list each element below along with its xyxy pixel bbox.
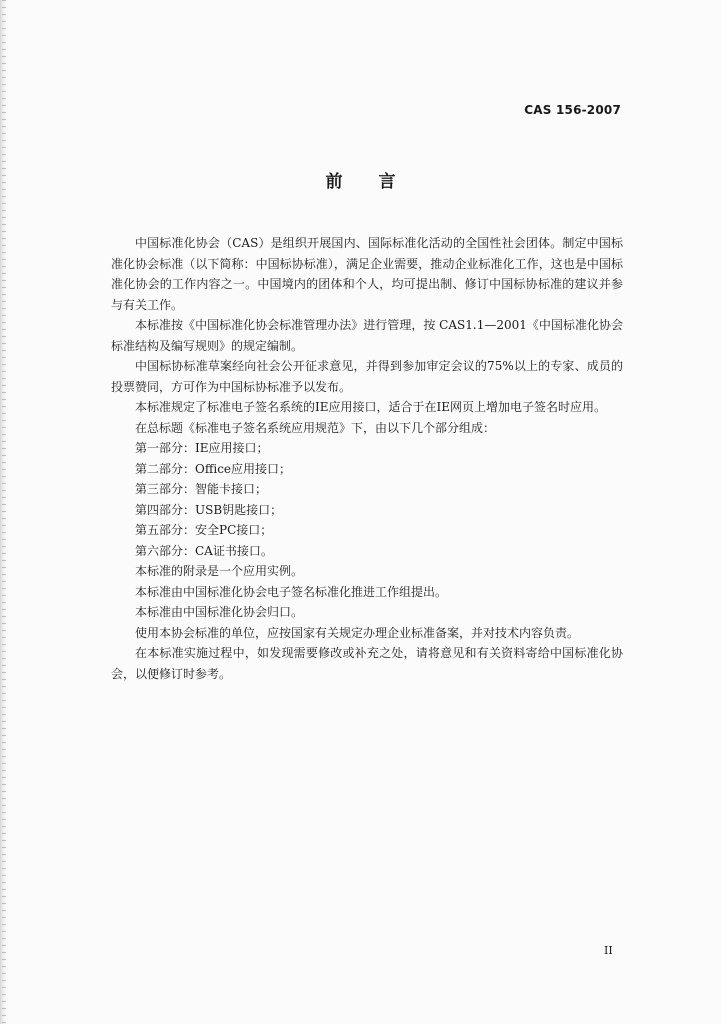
list-item-part-6: 第六部分：CA证书接口。 (135, 543, 273, 558)
paragraph-proposed-by: 本标准由中国标准化协会电子签名标准化推进工作组提出。 (135, 584, 448, 599)
list-item-part-2: 第二部分：Office应用接口； (135, 461, 292, 476)
paragraph-feedback: 在本标准实施过程中，如发现需要修改或补充之处，请将意见和有关资料寄给中国标准化协会，以便修订时参考。 (111, 646, 623, 681)
scan-edge-binding-marks (2, 0, 6, 1024)
paragraph-scope: 本标准规定了标准电子签名系统的IE应用接口，适合于在IE网页上增加电子签名时应用。 (135, 400, 607, 414)
paragraph-managed-by: 本标准由中国标准化协会归口。 (135, 605, 304, 619)
paragraph-management: 本标准按《中国标准化协会标准管理办法》进行管理，按 CAS1.1—2001《中国标准化协会标准结构及编写规则》的规定编制。 (111, 318, 623, 353)
paragraph-appendix: 本标准的附录是一个应用实例。 (135, 564, 304, 578)
document-code: CAS 156-2007 (524, 103, 621, 117)
page-number: II (604, 944, 613, 957)
list-item-part-5: 第五部分：安全PC接口； (135, 523, 273, 537)
paragraph-usage: 使用本协会标准的单位，应按国家有关规定办理企业标准备案，并对技术内容负责。 (135, 625, 580, 640)
paragraph-intro: 中国标准化协会（CAS）是组织开展国内、国际标准化活动的全国性社会团体。制定中国标准化协会标准（以下简称：中国标协标准），满足企业需要，推动企业标准化工作，这也是中国标准化协会的工作内容之一。中国境内的团体和个人，均可提出制、修订中国标协标准的建议并参与有关工作。 (111, 236, 623, 312)
paragraph-parts-intro: 在总标题《标准电子签名系统应用规范》下，由以下几个部分组成： (135, 420, 496, 435)
page-title: 前言 (325, 172, 432, 192)
list-item-part-4: 第四部分：USB钥匙接口； (135, 502, 283, 517)
paragraph-approval: 中国标协标准草案经向社会公开征求意见，并得到参加审定会议的75%以上的专家、成员的投票赞同，方可作为中国标协标准予以发布。 (111, 359, 623, 394)
list-item-part-1: 第一部分：IE应用接口； (135, 441, 269, 455)
foreword-body (111, 233, 623, 684)
list-item-part-3: 第三部分：智能卡接口； (135, 482, 268, 496)
